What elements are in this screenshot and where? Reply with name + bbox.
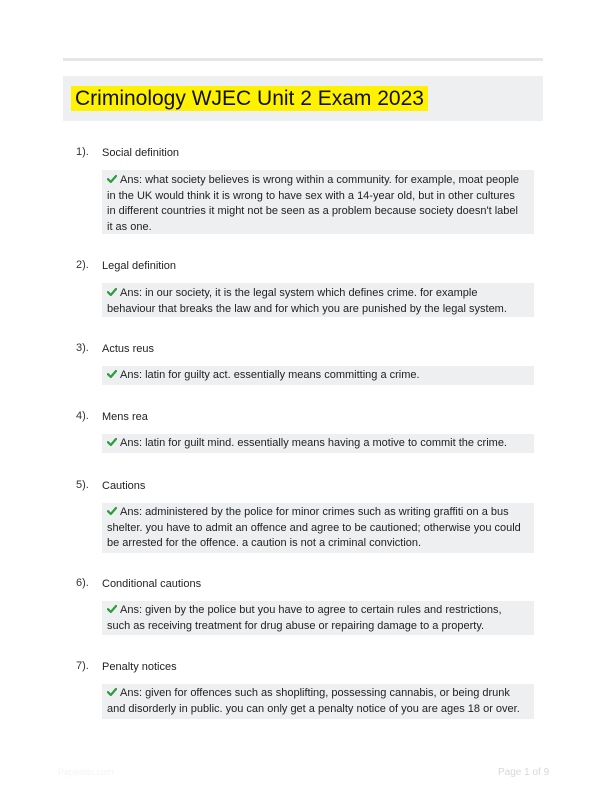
question-number: 6). — [76, 577, 89, 589]
answer-text: Ans: latin for guilt mind. essentially means having a motive to commit the crime. — [120, 437, 507, 449]
check-icon — [107, 437, 117, 447]
question-term: Penalty notices — [102, 661, 177, 673]
check-icon — [107, 287, 117, 297]
top-divider — [63, 58, 543, 61]
title-banner — [63, 76, 543, 121]
page-title: Criminology WJEC Unit 2 Exam 2023 — [71, 86, 428, 111]
answer-box — [102, 170, 534, 234]
check-icon — [107, 174, 117, 184]
answer-text: Ans: administered by the police for minor crimes such as writing graffiti on a bus shelter. you have to admit an offence and agree to be cautioned; otherwise you could be arrested for the offence. a caution is not a criminal conviction. — [107, 506, 521, 549]
question-term: Social definition — [102, 147, 180, 159]
answer-text: Ans: in our society, it is the legal system which defines crime. for example behaviour that breaks the law and for which you are punished by the legal system. — [107, 287, 507, 315]
question-number: 2). — [76, 259, 89, 271]
question-number: 7). — [76, 660, 89, 672]
question-term: Conditional cautions — [102, 578, 202, 590]
question-number: 4). — [76, 410, 89, 422]
answer-box — [102, 366, 534, 385]
answer-text: Ans: given by the police but you have to agree to certain rules and restrictions, such as receiving treatment for drug abuse or repairing damage to a property. — [107, 604, 502, 632]
question-term: Cautions — [102, 480, 146, 492]
page-number: Page 1 of 9 — [498, 767, 550, 778]
answer-text: Ans: given for offences such as shoplifting, possessing cannabis, or being drunk and disorderly in public. you can only get a penalty notice of you are ages 18 or over. — [107, 687, 520, 715]
check-icon — [107, 687, 117, 697]
question-number: 5). — [76, 479, 89, 491]
check-icon — [107, 604, 117, 614]
question-term: Mens rea — [102, 411, 148, 423]
answer-box — [102, 283, 534, 317]
question-term: Actus reus — [102, 343, 154, 355]
answer-text: Ans: latin for guilty act. essentially means committing a crime. — [120, 369, 420, 381]
question-term: Legal definition — [102, 260, 177, 272]
check-icon — [107, 506, 117, 516]
answer-box — [102, 434, 534, 453]
question-number: 3). — [76, 342, 89, 354]
question-number: 1). — [76, 146, 89, 158]
answer-text: Ans: what society believes is wrong within a community. for example, moat people in the UK would think it is wrong to have sex with a 14-year old, but in other cultures in different countries it might not be seen as a problem because society doesn't label it as one. — [107, 174, 520, 233]
check-icon — [107, 369, 117, 379]
answer-box — [102, 503, 534, 553]
answer-box — [102, 684, 534, 719]
watermark: Paperbin.com — [58, 767, 114, 777]
answer-box — [102, 601, 534, 635]
